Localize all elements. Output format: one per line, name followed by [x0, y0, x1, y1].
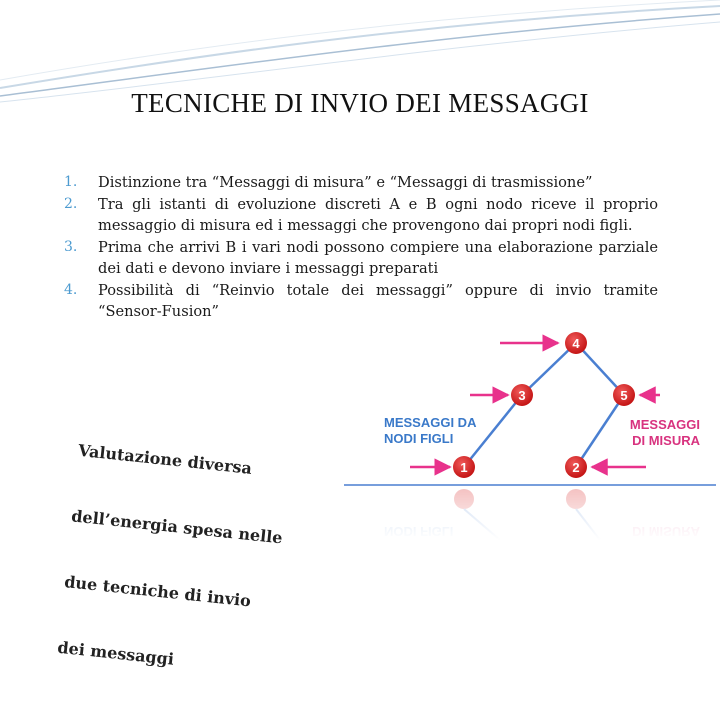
item-text: Distinzione tra “Messaggi di misura” e “Messaggi di trasmissione” [98, 174, 593, 191]
page-title: TECNICHE DI INVIO DEI MESSAGGI [131, 88, 589, 118]
svg-text:5: 5 [620, 388, 628, 403]
tree-edges [464, 343, 624, 467]
node-2 [565, 456, 587, 478]
handwritten-note [54, 396, 295, 703]
list-item [64, 172, 658, 194]
item-number: 2. [64, 195, 78, 212]
node-1 [453, 456, 475, 478]
label-nodi-figli: NODI FIGLI [384, 431, 454, 446]
svg-text:3: 3 [518, 388, 526, 403]
note-line: dell’energia spesa nelle [70, 506, 284, 548]
list-item [64, 280, 658, 323]
svg-text:1: 1 [460, 460, 468, 475]
svg-text:2: 2 [572, 460, 580, 475]
list-item [64, 237, 658, 280]
message-tree-diagram [340, 325, 720, 540]
item-number: 1. [64, 174, 78, 190]
note-line: Valutazione diversa [77, 440, 253, 478]
note-line: dei messaggi [56, 637, 175, 669]
node-5 [613, 384, 635, 406]
svg-text:4: 4 [572, 336, 580, 351]
label-messaggi-da: MESSAGGI DA [384, 415, 477, 430]
bullet-list [64, 172, 658, 323]
list-item [64, 194, 658, 237]
node-4 [565, 332, 587, 354]
note-line: due tecniche di invio [63, 572, 252, 611]
item-text: Prima che arrivi B i vari nodi possono compiere una elaborazione parziale dei dati e devono inviare i messaggi preparati [98, 238, 658, 277]
item-number: 3. [64, 238, 78, 255]
item-text: Possibilità di “Reinvio totale dei messaggi” oppure di invio tramite “Sensor-Fusion” [98, 281, 658, 320]
node-3 [511, 384, 533, 406]
label-messaggi: MESSAGGI [629, 417, 700, 432]
label-di-misura: DI MISURA [632, 433, 700, 448]
item-number: 4. [64, 281, 78, 298]
item-text: Tra gli istanti di evoluzione discreti A e B ogni nodo riceve il proprio messaggio di misura ed i messaggi che provengono dai propri nodi figli. [98, 195, 658, 234]
